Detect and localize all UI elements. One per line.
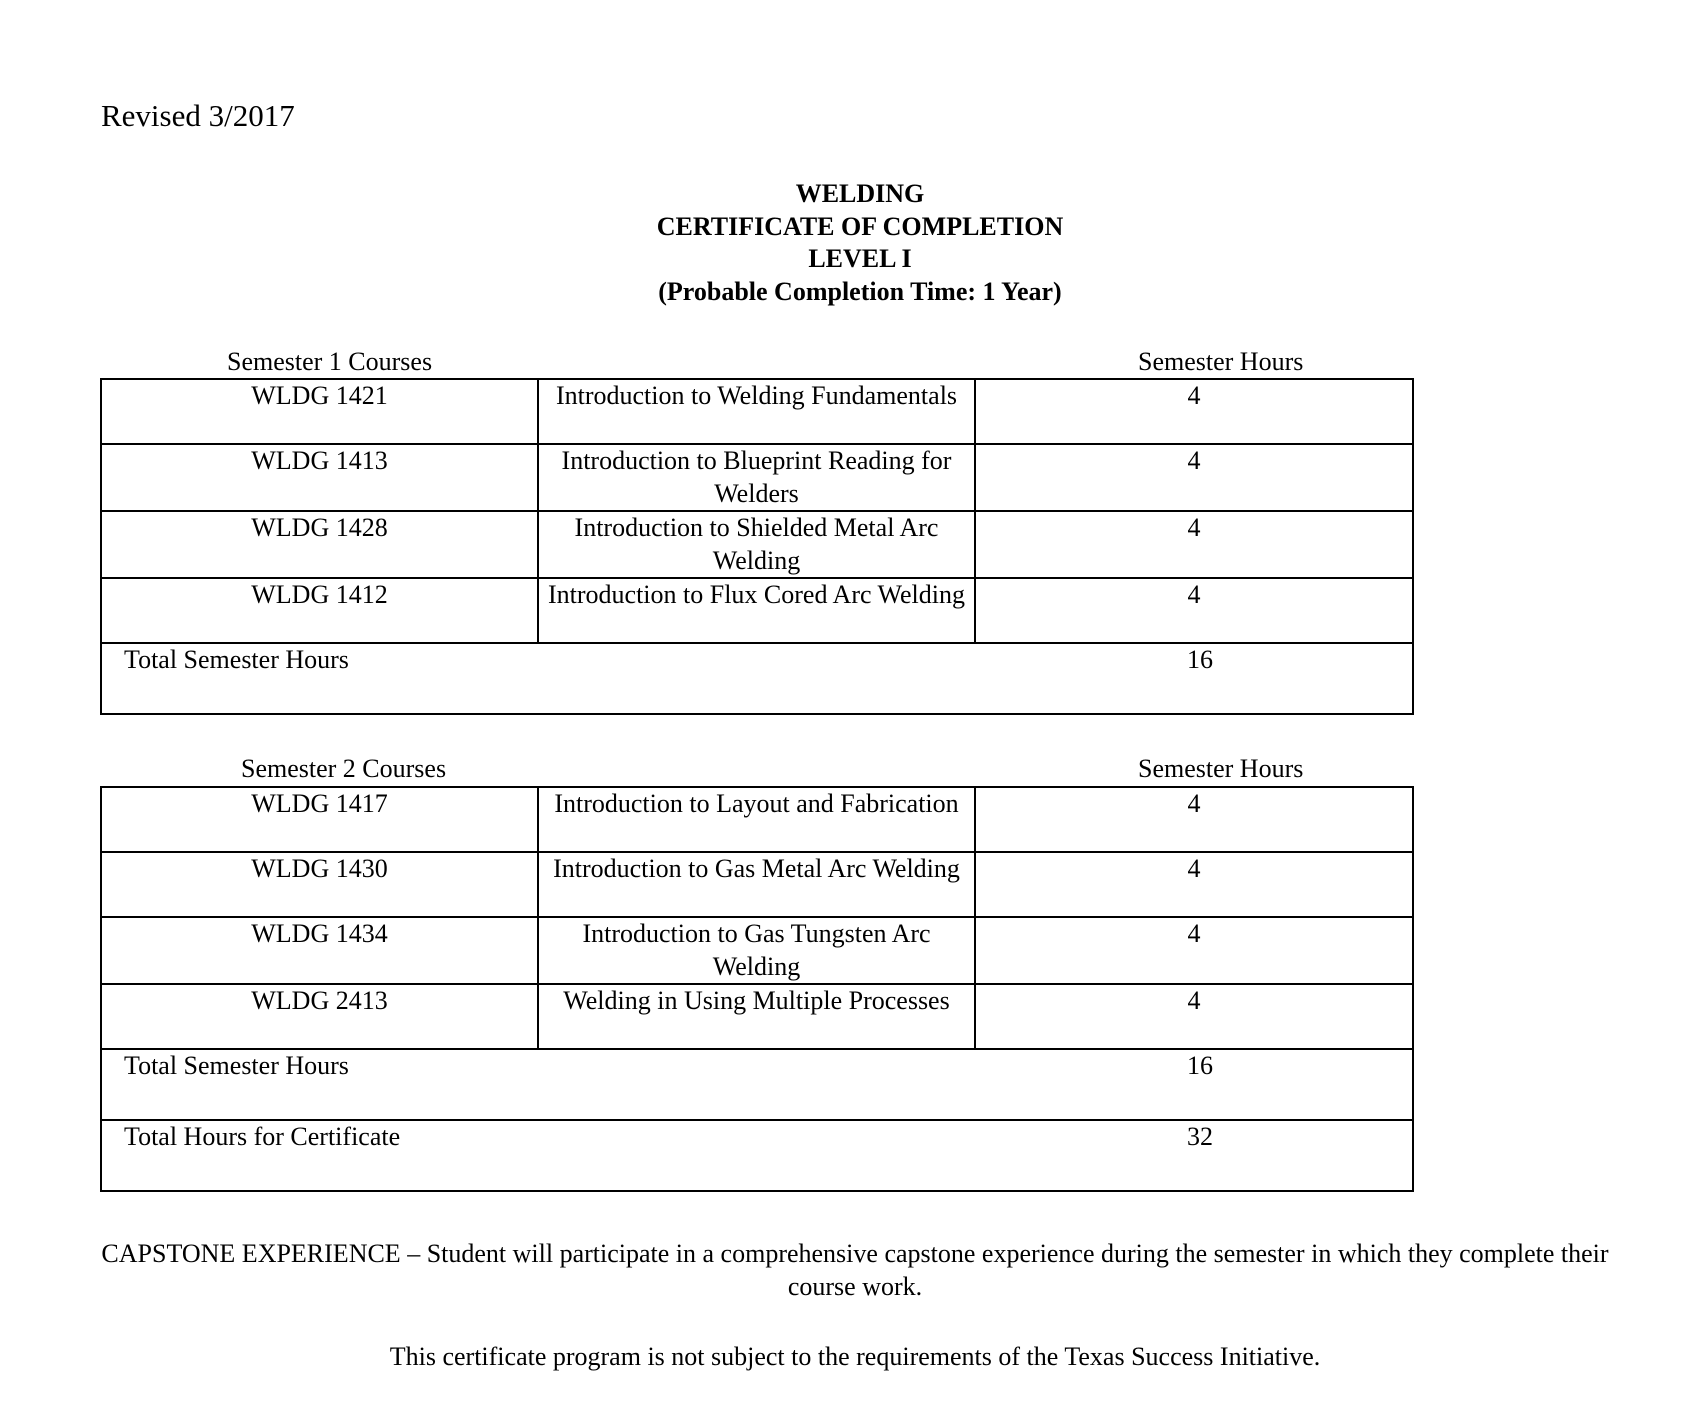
course-title: Introduction to Gas Tungsten Arc Welding xyxy=(538,917,975,984)
certificate-total-cell xyxy=(101,1120,1413,1191)
table-row xyxy=(101,984,1413,1049)
table-row xyxy=(101,917,1413,984)
tsi-note: This certificate program is not subject to the requirements of the Texas Success Initiative. xyxy=(389,1342,1321,1371)
semester1-heading: Semester 1 Courses xyxy=(227,347,433,376)
course-hours: 4 xyxy=(975,511,1413,578)
total-value: 16 xyxy=(1187,645,1213,674)
total-label: Total Semester Hours xyxy=(124,1051,349,1080)
course-code: WLDG 1417 xyxy=(101,787,538,852)
revised-date: Revised 3/2017 xyxy=(101,98,295,133)
title-program: WELDING xyxy=(795,179,925,208)
table-row xyxy=(101,578,1413,643)
semester2-table xyxy=(100,786,1414,1192)
course-code: WLDG 1428 xyxy=(101,511,538,578)
course-title: Welding in Using Multiple Processes xyxy=(538,984,975,1049)
table-row xyxy=(101,511,1413,578)
course-hours: 4 xyxy=(975,787,1413,852)
total-value: 16 xyxy=(1187,1051,1213,1080)
semester1-table xyxy=(100,378,1414,715)
title-level: LEVEL I xyxy=(808,244,912,273)
course-hours: 4 xyxy=(975,852,1413,917)
course-hours: 4 xyxy=(975,379,1413,444)
table-row xyxy=(101,787,1413,852)
document-title xyxy=(560,178,1160,308)
table-row xyxy=(101,444,1413,511)
semester1-hours-heading: Semester Hours xyxy=(1138,347,1304,376)
course-code: WLDG 1430 xyxy=(101,852,538,917)
certificate-total-label: Total Hours for Certificate xyxy=(124,1122,401,1151)
course-title: Introduction to Blueprint Reading for Welders xyxy=(538,444,975,511)
course-hours: 4 xyxy=(975,984,1413,1049)
total-cell xyxy=(101,1049,1413,1120)
capstone-note: CAPSTONE EXPERIENCE – Student will participate in a comprehensive capstone experience during the semester in which they complete their course work. xyxy=(101,1239,1609,1301)
semester2-hours-heading: Semester Hours xyxy=(1138,754,1304,783)
table-row xyxy=(101,852,1413,917)
total-row xyxy=(101,643,1413,714)
course-title: Introduction to Shielded Metal Arc Welding xyxy=(538,511,975,578)
certificate-total-value: 32 xyxy=(1187,1122,1213,1151)
certificate-total-row xyxy=(101,1120,1413,1191)
course-hours: 4 xyxy=(975,917,1413,984)
course-hours: 4 xyxy=(975,444,1413,511)
table-row xyxy=(101,379,1413,444)
course-code: WLDG 2413 xyxy=(101,984,538,1049)
course-code: WLDG 1421 xyxy=(101,379,538,444)
course-code: WLDG 1434 xyxy=(101,917,538,984)
course-title: Introduction to Layout and Fabrication xyxy=(538,787,975,852)
title-certificate: CERTIFICATE OF COMPLETION xyxy=(656,211,1064,241)
course-title: Introduction to Flux Cored Arc Welding xyxy=(538,578,975,643)
total-cell xyxy=(101,643,1413,714)
course-title: Introduction to Gas Metal Arc Welding xyxy=(538,852,975,917)
course-code: WLDG 1413 xyxy=(101,444,538,511)
semester2-heading: Semester 2 Courses xyxy=(241,754,447,783)
total-label: Total Semester Hours xyxy=(124,645,349,674)
course-hours: 4 xyxy=(975,578,1413,643)
course-code: WLDG 1412 xyxy=(101,578,538,643)
course-title: Introduction to Welding Fundamentals xyxy=(538,379,975,444)
title-completion-time: (Probable Completion Time: 1 Year) xyxy=(658,276,1062,306)
total-row xyxy=(101,1049,1413,1120)
